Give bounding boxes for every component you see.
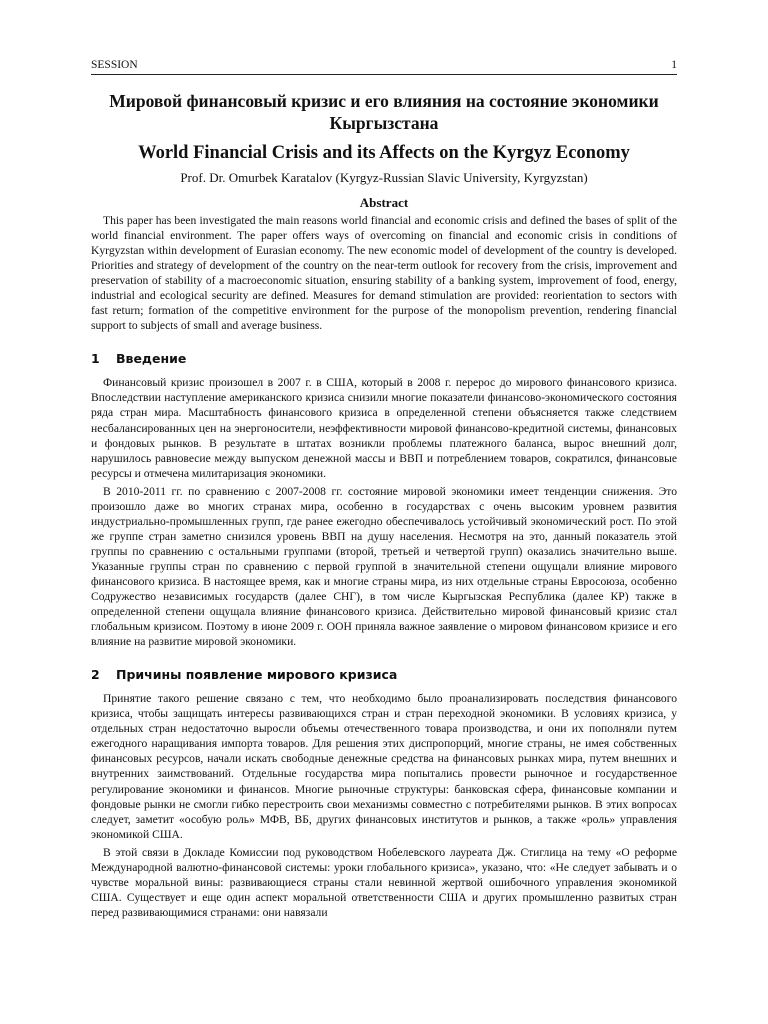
section-heading [91,351,677,367]
author-line: Prof. Dr. Omurbek Karatalov (Kyrgyz-Russian Slavic University, Kyrgyzstan) [180,170,588,185]
section-title: Причины появление мирового кризиса [116,667,398,683]
abstract-text: This paper has been investigated the main reasons world financial and economic crisis and defined the bases of split of the world financial environment. The paper offers ways of overcoming on financial and economic crisis in conditions of Kyrgyzstan within development of Eurasian economy. The new economic model of development of the country is developed. Priorities and strategy of development of the country on the near-term outlook for recovery from the crisis, improvement and preservation of stability of a macroeconomic situation, ensuring stability of a banking system, improvement of food, energy, industrial and ecological security are defined. Measures for demand stimulation are provided: reorientation to sectors with fast return; formation of the competitive environment for the purpose of the monopolism prevention, rendering financial support to subjects of small and average business. [91,214,677,333]
section-heading [91,667,677,683]
header-page-number: 1 [671,59,677,71]
paragraph: В 2010-2011 гг. по сравнению с 2007-2008 гг. состояние мировой экономики имеет тенденции снижения. Это произошло даже во многих странах мира, особенно в государствах с очень высоким уровнем развития индустриально-промышленных групп, где ранее ежегодно обеспечивалось устойчивый экономический рост. По этой же группе стран заметно снизился уровень ВВП на душу населения. Несмотря на это, данный показатель этой группы по сравнению с остальными группами (второй, третьей и четвертой групп) оказались значительно выше. Указанные группы стран по сравнению с первой группой в значительной степени ощущали влияние мирового финансового кризиса. В настоящее время, как и многие страны мира, из них отдельные страны Евросоюза, особенно Содружество независимых государств (далее СНГ), в том числе Кыргызская Республика (далее КР) также в определенной степени ощущала влияние финансового кризиса. Действительно мировой финансовый кризис стал глобальным кризисом. Поэтому в июне 2009 г. ООН приняла важное заявление о мировом финансовом кризисе и его влияние на развитие мировой экономики. [91,484,677,649]
running-header [91,58,677,75]
abstract-block [91,195,677,333]
paragraph: В этой связи в Докладе Комиссии под руководством Нобелевского лауреата Дж. Стиглица на тему «О реформе Международной валютно-финансовой системы: уроки глобального кризиса», указано, что: «Не следует забывать и о чувстве моральной вины: развивающиеся страны стали невинной жертвой ошибочного управления экономикой США. Существует и еще один аспект моральной ответственности США и других промышленно развитых стран перед развивающимися странами: они навязали [91,845,677,919]
paragraph: Финансовый кризис произошел в 2007 г. в США, который в 2008 г. перерос до мирового финансового кризиса. Впоследствии наступление американского кризиса снизили многие показатели финансово-экономического состояния ряда стран мира. Масштабность финансового кризиса в определенной степени объясняется также следствием несбалансированных цен на энергоносители, неэффективности мировой финансово-кредитной системы, финансовых и фондовых рынков. В результате в штатах возникли проблемы платежного баланса, вырос внешний долг, нарушилось равновесие между выпуском денежной массы и ВВП и потреблением товаров, сократился, финансовые ресурсы и отмечена милитаризация экономики. [91,376,677,480]
paragraph: Принятие такого решение связано с тем, что необходимо было проанализировать последствия финансового кризиса, чтобы защищать интересы развивающихся стран и стран переходной экономики. В условиях кризиса, у отдельных стран недостаточно выросли объемы отечественного товара производства, и они их пополняли путем ежегодного наращивания импорта товаров. Для решения этих диспропорций, многие страны, не имея собственных финансовых ресурсов, начали искать свободные денежные средства на финансовых рынках мира, путем внешних и внутренних заимствований. Отдельные государства мира попытались провести рыночное и государственное регулирование экономики и финансов. Многие рыночные структуры: банковская сфера, финансовые компании и фондовые рынки не смогли гибко перестроить свои механизмы совместно с потребителями рынков. В этих вопросах следует, заметит «особую роль» МФВ, ВБ, других финансовых институтов и рынков, а также «роль» управления экономикой США. [91,692,677,841]
section-crisis-causes [91,667,677,920]
title-russian: Мировой финансовый кризис и его влияния на состояние экономики Кыргызстана [109,91,659,133]
abstract-heading: Abstract [359,195,409,210]
section-introduction [91,351,677,649]
section-number: 2 [91,667,100,683]
section-number: 1 [91,351,100,367]
page-content [91,90,677,920]
section-title: Введение [116,351,187,367]
header-session-label: SESSION [91,59,138,71]
title-english: World Financial Crisis and its Affects on the Kyrgyz Economy [138,143,630,163]
